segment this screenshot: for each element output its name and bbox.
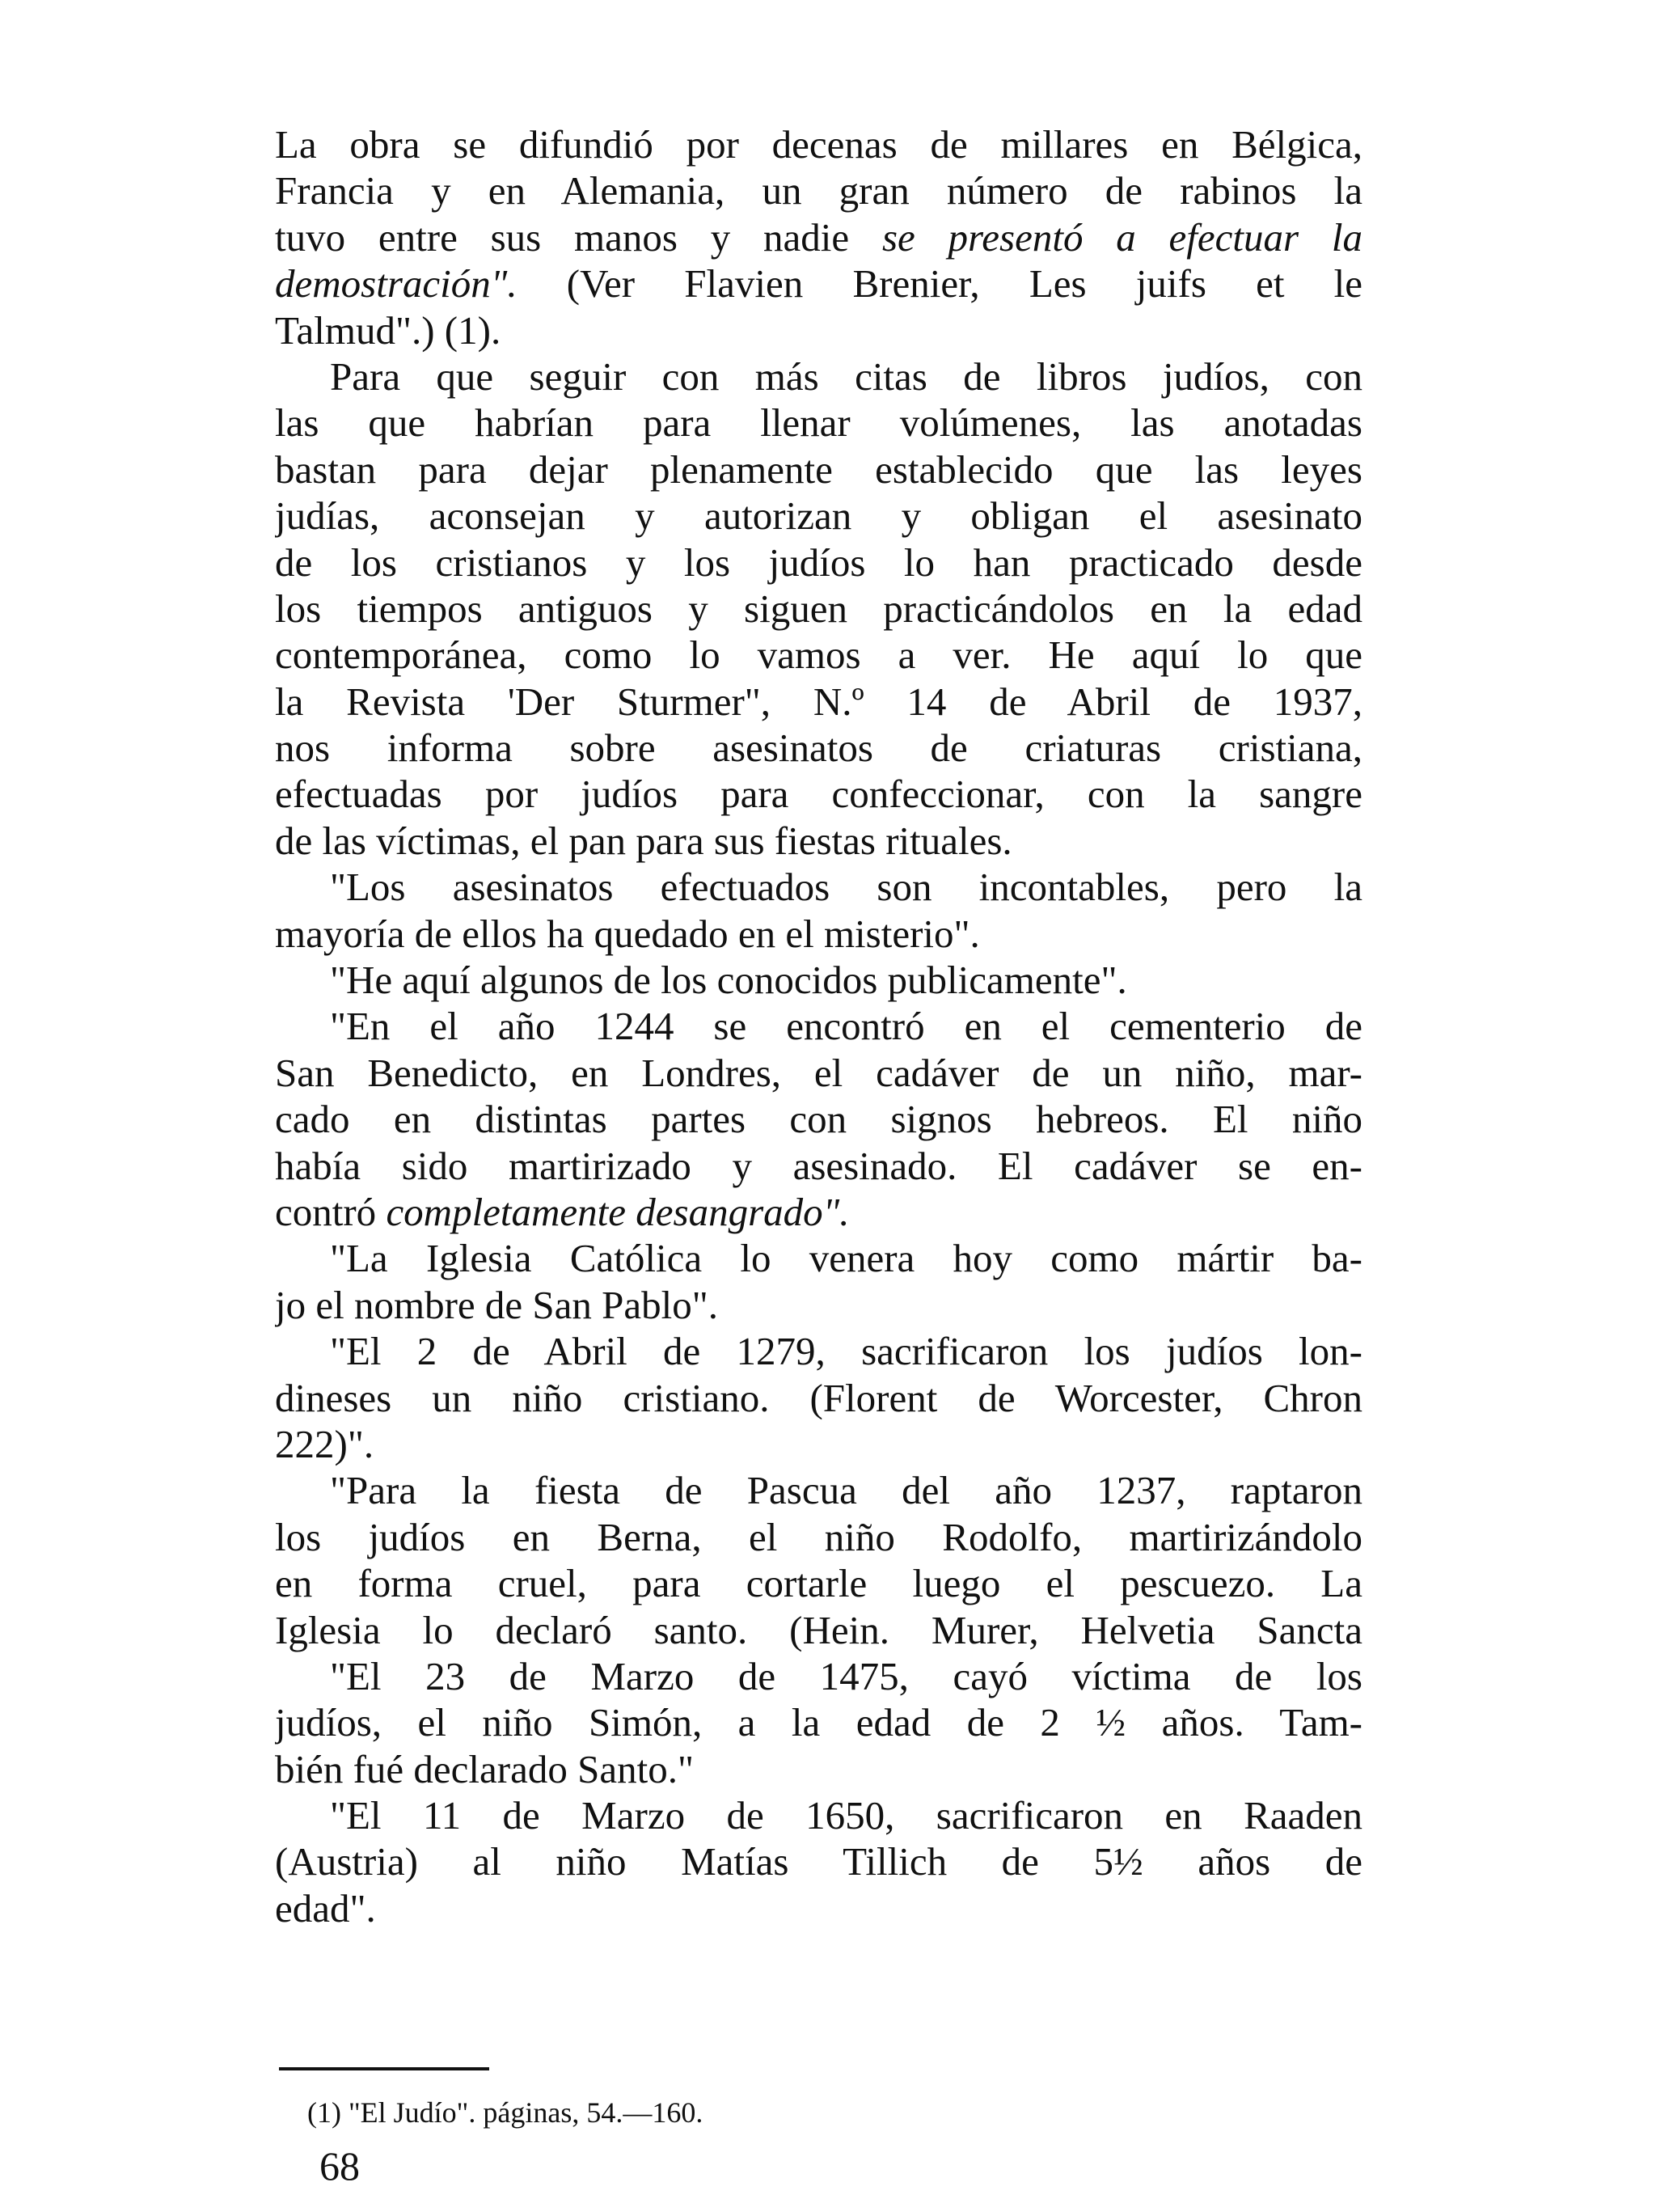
text-line: Francia y en Alemania, un gran número de rabinos la <box>275 168 1362 214</box>
text-line: nos informa sobre asesinatos de criaturas cristiana, <box>275 725 1362 771</box>
italic-text: demostración". <box>275 261 518 307</box>
text-line: "Los asesinatos efectuados son incontables, pero la <box>330 865 1362 910</box>
text-line: mayoría de ellos ha quedado en el misterio". <box>275 911 980 956</box>
text-line <box>275 260 1362 307</box>
italic-text: completamente desangrado". <box>386 1189 850 1234</box>
text-fragment: (Ver Flavien Brenier, Les juifs et le <box>566 261 1362 307</box>
text-line: los tiempos antiguos y siguen practicándolos en la edad <box>275 586 1362 631</box>
text-line: de los cristianos y los judíos lo han practicado desde <box>275 539 1362 585</box>
text-line <box>275 1189 1362 1235</box>
text-line: "He aquí algunos de los conocidos publicamente". <box>330 958 1127 1003</box>
text-line: San Benedicto, en Londres, el cadáver de un niño, mar- <box>275 1050 1362 1095</box>
text-line: efectuadas por judíos para confeccionar, con la sangre <box>275 772 1362 817</box>
footnote: (1) "El Judío". páginas, 54.—160. <box>307 2096 703 2129</box>
text-fragment: contró <box>275 1189 377 1234</box>
text-line: "La Iglesia Católica lo venera hoy como mártir ba- <box>330 1236 1362 1281</box>
text-line: judías, aconsejan y autorizan y obligan el asesinato <box>275 493 1362 539</box>
text-fragment: tuvo entre sus manos y nadie <box>275 214 850 260</box>
text-line: Talmud".) (1). <box>275 307 501 353</box>
text-line: contemporánea, como lo vamos a ver. He aquí lo que <box>275 632 1362 678</box>
text-line: los judíos en Berna, el niño Rodolfo, martirizándolo <box>275 1514 1362 1559</box>
text-line: Iglesia lo declaró santo. (Hein. Murer, Helvetia Sancta <box>275 1607 1362 1652</box>
text-line: bastan para dejar plenamente establecido que las leyes <box>275 446 1362 492</box>
text-line: judíos, el niño Simón, a la edad de 2 ½ años. Tam- <box>275 1700 1362 1745</box>
text-line: edad". <box>275 1885 376 1931</box>
text-line: en forma cruel, para cortarle luego el pescuezo. La <box>275 1561 1362 1606</box>
text-line: jo el nombre de San Pablo". <box>275 1282 719 1327</box>
text-line: (Austria) al niño Matías Tillich de 5½ años de <box>275 1839 1362 1884</box>
text-line: "En el año 1244 se encontró en el cementerio de <box>330 1004 1362 1049</box>
text-line: cado en distintas partes con signos hebreos. El niño <box>275 1097 1362 1142</box>
page-body <box>275 121 1362 1931</box>
text-line: había sido martirizado y asesinado. El cadáver se en- <box>275 1143 1362 1188</box>
text-line: de las víctimas, el pan para sus fiestas rituales. <box>275 818 1012 863</box>
text-line: dineses un niño cristiano. (Florent de Worcester, Chron <box>275 1375 1362 1420</box>
text-line: "El 23 de Marzo de 1475, cayó víctima de los <box>330 1653 1362 1698</box>
text-line: "El 11 de Marzo de 1650, sacrificaron en Raaden <box>330 1793 1362 1838</box>
text-line: La obra se difundió por decenas de millares en Bélgica, <box>275 122 1362 167</box>
text-line: "El 2 de Abril de 1279, sacrificaron los judíos lon- <box>330 1329 1362 1374</box>
text-line: las que habrían para llenar volúmenes, las anotadas <box>275 400 1362 446</box>
text-line: la Revista 'Der Sturmer", N.º 14 de Abril de 1937, <box>275 679 1362 724</box>
page-number: 68 <box>319 2143 360 2189</box>
text-line: "Para la fiesta de Pascua del año 1237, raptaron <box>330 1468 1362 1513</box>
text-line <box>275 214 1362 260</box>
italic-text: se presentó a efectuar la <box>881 214 1362 260</box>
text-line: Para que seguir con más citas de libros judíos, con <box>330 353 1362 399</box>
text-line: 222)". <box>275 1421 374 1466</box>
footnote-divider <box>279 2067 489 2070</box>
text-line: bién fué declarado Santo." <box>275 1746 694 1791</box>
